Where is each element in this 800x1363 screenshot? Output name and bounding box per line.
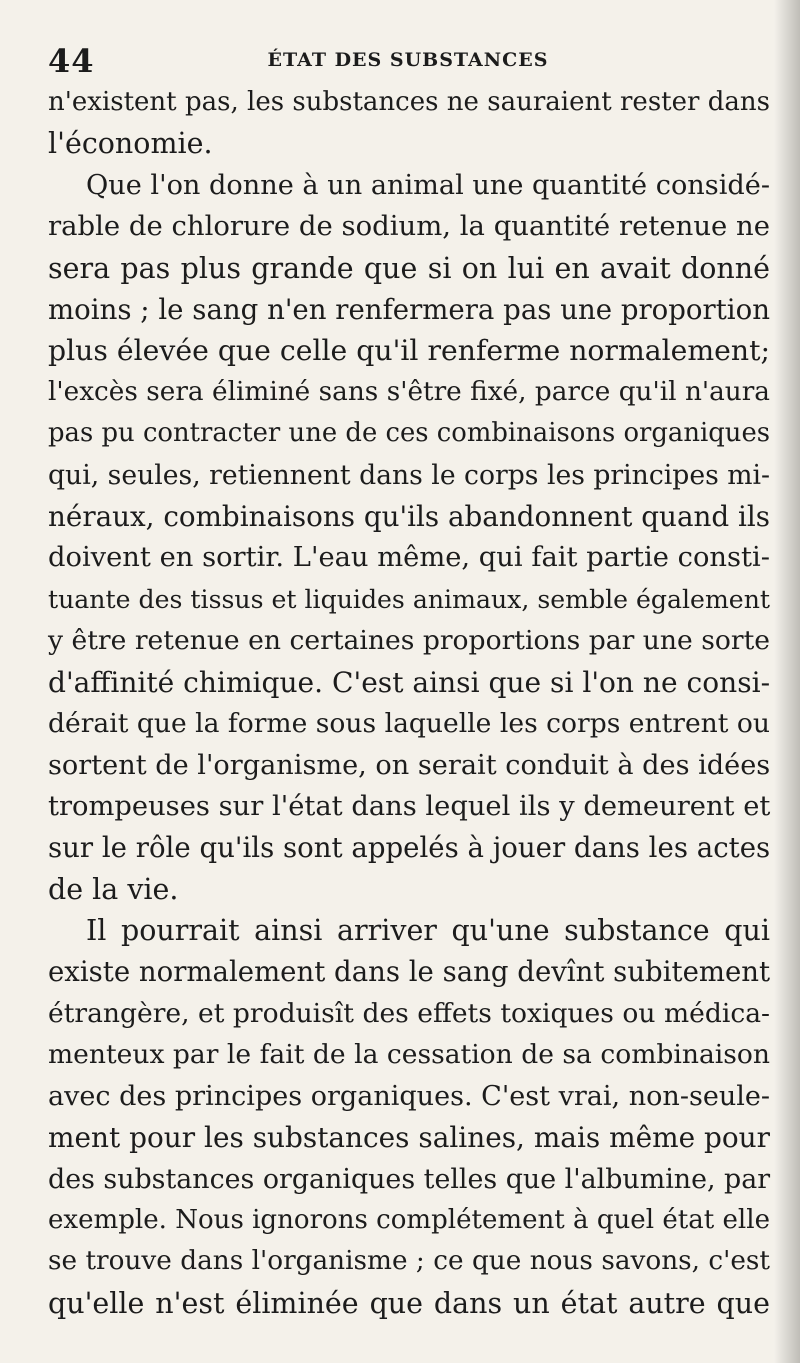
paragraph-3 [48,910,770,1324]
text-line: de la vie. [48,872,179,906]
text-line: Il pourrait ainsi arriver qu'une substance qui [86,914,770,948]
text-line: Que l'on donne à un animal une quantité considé- [86,169,770,201]
text-line: ment pour les substances salines, mais même pour [48,1121,770,1155]
text-line: plus élevée que celle qu'il renferme normalement; [48,334,770,368]
text-line: tuante des tissus et liquides animaux, semble également [48,584,770,614]
page-header [48,42,768,82]
text-line: étrangère, et produisît des effets toxiques ou médica- [48,997,770,1029]
text-line: existe normalement dans le sang devînt subitement [48,955,771,988]
text-line: d'affinité chimique. C'est ainsi que si l'on ne consi- [48,665,771,699]
text-line: pas pu contracter une de ces combinaisons organiques [48,418,770,449]
text-line: y être retenue en certaines proportions par une sorte [48,625,770,657]
text-line: se trouve dans l'organisme ; ce que nous savons, c'est [48,1246,770,1277]
text-line: l'économie. [48,127,213,161]
paragraph-2 [48,165,770,910]
text-line: trompeuses sur l'état dans lequel ils y demeurent et [48,790,771,822]
text-line: dérait que la forme sous laquelle les corps entrent ou [48,708,770,740]
running-title: ÉTAT DES SUBSTANCES [267,49,549,71]
text-line: doivent en sortir. L'eau même, qui fait partie consti- [48,542,770,574]
paragraph-1 [48,82,770,165]
text-line: menteux par le fait de la cessation de sa combinaison [48,1039,770,1071]
text-line: néraux, combinaisons qu'ils abandonnent quand ils [48,500,770,534]
text-line: qu'elle n'est éliminée que dans un état autre que [48,1286,770,1320]
page-body [48,82,770,1324]
text-line: l'excès sera éliminé sans s'être fixé, parce qu'il n'aura [48,376,770,407]
text-line: sortent de l'organisme, on serait conduit à des idées [48,749,771,781]
page-number: 44 [48,42,95,80]
text-line: exemple. Nous ignorons complétement à quel état elle [48,1204,770,1235]
text-line: qui, seules, retiennent dans le corps les principes mi- [48,459,771,491]
text-line: rable de chlorure de sodium, la quantité retenue ne [48,211,770,243]
page-edge-shadow [774,0,800,1363]
text-line: sera pas plus grande que si on lui en avait donné [48,251,770,285]
text-line: n'existent pas, les substances ne sauraient rester dans [48,87,770,117]
text-line: avec des principes organiques. C'est vrai, non-seule- [48,1080,771,1112]
text-line: des substances organiques telles que l'albumine, par [48,1163,771,1195]
text-line: sur le rôle qu'ils sont appelés à jouer dans les actes [48,831,771,865]
text-line: moins ; le sang n'en renfermera pas une proportion [48,293,770,327]
